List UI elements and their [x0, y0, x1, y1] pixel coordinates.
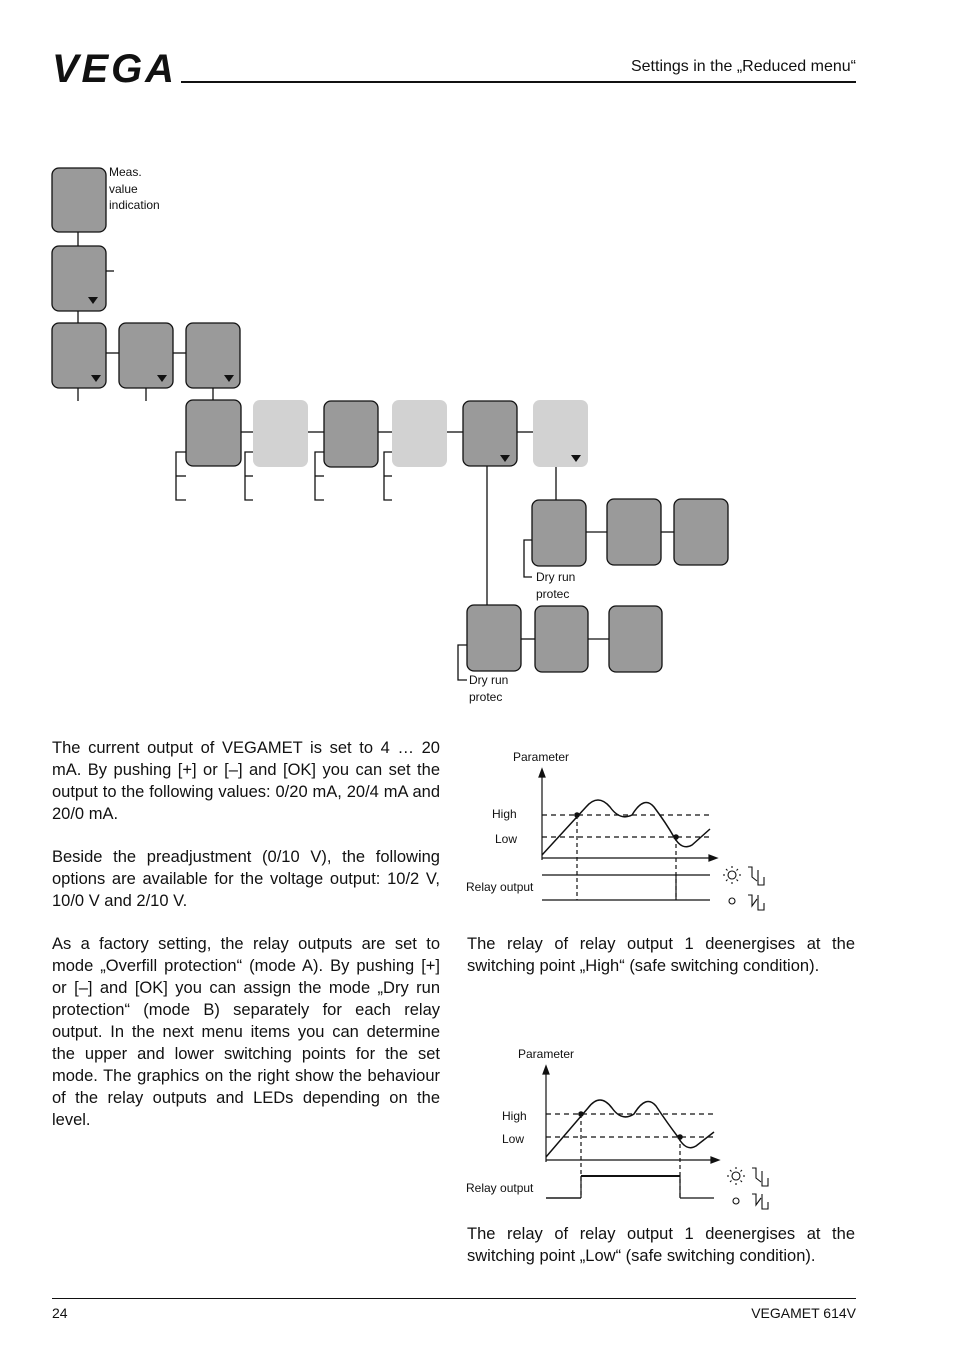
dry-run-label-a2: protec [536, 587, 570, 601]
menu-box-relay-2 [533, 400, 588, 467]
menu-box-relay2-high [607, 499, 661, 565]
high-label: High [502, 1109, 527, 1123]
menu-box-relay1-high [535, 606, 588, 672]
dry-run-label-b2: protec [469, 690, 503, 704]
menu-box-level-1b [119, 323, 173, 388]
meas-label-1: Meas. [109, 165, 142, 179]
page-number: 24 [52, 1305, 68, 1321]
menu-box-level-1c [186, 323, 240, 388]
menu-box-level-2d [392, 400, 447, 467]
svg-text:VEGA: VEGA [52, 48, 172, 88]
menu-box-level-2b [253, 400, 308, 467]
dry-run-label-b1: Dry run [469, 673, 509, 687]
dryrun-switching-diagram [460, 1042, 790, 1222]
product-name: VEGAMET 614V [751, 1305, 856, 1321]
relay-output-label: Relay output [466, 1181, 534, 1195]
overfill-switching-diagram [460, 745, 790, 925]
high-label: High [492, 807, 517, 821]
footer-rule [52, 1298, 856, 1299]
menu-box-level-2c [324, 401, 378, 467]
menu-box-level-2a [186, 400, 241, 466]
meas-label-3: indication [109, 198, 160, 212]
parameter-label: Parameter [518, 1047, 575, 1061]
menu-box-relay2-low [674, 499, 728, 565]
low-label: Low [495, 832, 518, 846]
menu-box-relay1-mode [467, 605, 521, 671]
meas-label-2: value [109, 182, 138, 196]
menu-box-main [52, 246, 106, 311]
paragraph-current-output: The current output of VEGAMET is set to 4 … 20 mA. By pushing [+] or [–] and [OK] you can set the output to the following values: 0/20 mA, 20/4 mA and 20/0 mA. [52, 739, 440, 823]
low-label: Low [502, 1132, 525, 1146]
section-title: Settings in the „Reduced menu“ [630, 58, 856, 75]
relay-output-label: Relay output [466, 880, 534, 894]
menu-box-relay1-low [609, 606, 662, 672]
dry-run-label-a1: Dry run [536, 570, 576, 584]
menu-box-meas-value [52, 168, 106, 232]
paragraph-overfill-caption: The relay of relay output 1 deenergises at the switching point „High“ (safe switching condition). [467, 935, 855, 975]
menu-box-relay2-mode [532, 500, 586, 566]
paragraph-voltage-output: Beside the preadjustment (0/10 V), the following options are available for the voltage output: 10/2 V, 10/0 V and 2/10 V. [52, 848, 440, 910]
paragraph-dryrun-caption: The relay of relay output 1 deenergises at the switching point „Low“ (safe switching condition). [467, 1225, 855, 1265]
paragraph-relay-mode: As a factory setting, the relay outputs are set to mode „Overfill protection“ (mode A). By pushing [+] or [–] and [OK] you can assign the mode „Dry run protection“ (mode B) separately for each relay output. In the next menu items you can determine the upper and lower switching points for the set mode. The graphics on the right show the behaviour of the relay outputs and LEDs depending on the level. [52, 935, 440, 1129]
parameter-label: Parameter [513, 750, 570, 764]
